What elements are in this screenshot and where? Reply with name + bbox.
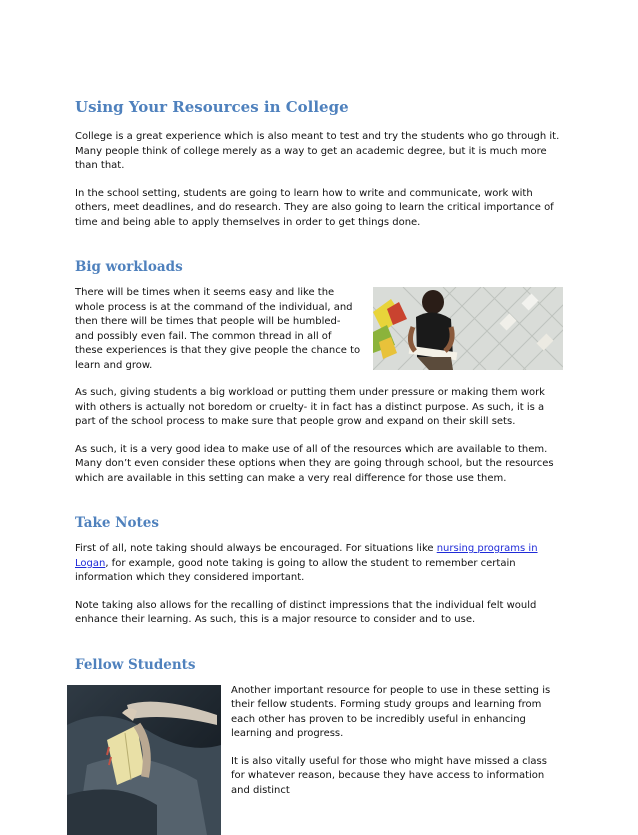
page-title: Using Your Resources in College <box>75 98 349 116</box>
workloads-paragraph-1: There will be times when it seems easy and like the whole process is at the command of the individual, and then there will be times that people will be humbled- and possibly even fail. The common thread in all of these experiences is that they give people the chance to learn and grow. <box>75 287 361 371</box>
student-reading-image <box>67 685 221 835</box>
workloads-paragraph-3: As such, it is a very good idea to make use of all of the resources which are available to them. Many don’t even consider these options when they are going through school, but the resources which are available in this setting can make a very real difference for those use them. <box>75 443 554 484</box>
heading-take-notes: Take Notes <box>75 515 159 531</box>
document-body <box>75 98 563 835</box>
student-studying-image <box>373 287 563 370</box>
intro-paragraph-2: In the school setting, students are going to learn how to write and communicate, work with others, meet deadlines, and do research. They are also going to learn the critical importance of time and being able to apply themselves in order to get things done. <box>75 187 554 228</box>
nursing-programs-link[interactable]: nursing programs in Logan <box>75 543 538 569</box>
notes-paragraph-1: First of all, note taking should always be encouraged. For situations like nursing programs in Logan, for example, good note taking is going to allow the student to remember certain information which they considered important. <box>75 543 538 583</box>
intro-paragraph-1: College is a great experience which is also meant to test and try the students who go through it. Many people think of college merely as a way to get an academic degree, but it is much more than that. <box>75 131 560 171</box>
notes-paragraph-2: Note taking also allows for the recalling of distinct impressions that the individual felt would enhance their learning. As such, this is a major resource to consider and to use. <box>75 599 537 625</box>
workloads-paragraph-2: As such, giving students a big workload or putting them under pressure or making them work with others is actually not boredom or cruelty- it in fact has a distinct purpose. As such, it is a part of the school process to make sure that people grow and expand on their skill sets. <box>75 387 545 427</box>
heading-big-workloads: Big workloads <box>75 259 183 275</box>
fellow-paragraph-1: Another important resource for people to use in these setting is their fellow students. Forming study groups and learning from each other has proven to be incredibly useful in enhancing learning and progress. <box>231 684 551 739</box>
fellow-paragraph-2: It is also vitally useful for those who might have missed a class for whatever reason, because they have access to information and distinct <box>231 755 547 796</box>
heading-fellow-students: Fellow Students <box>75 656 196 673</box>
